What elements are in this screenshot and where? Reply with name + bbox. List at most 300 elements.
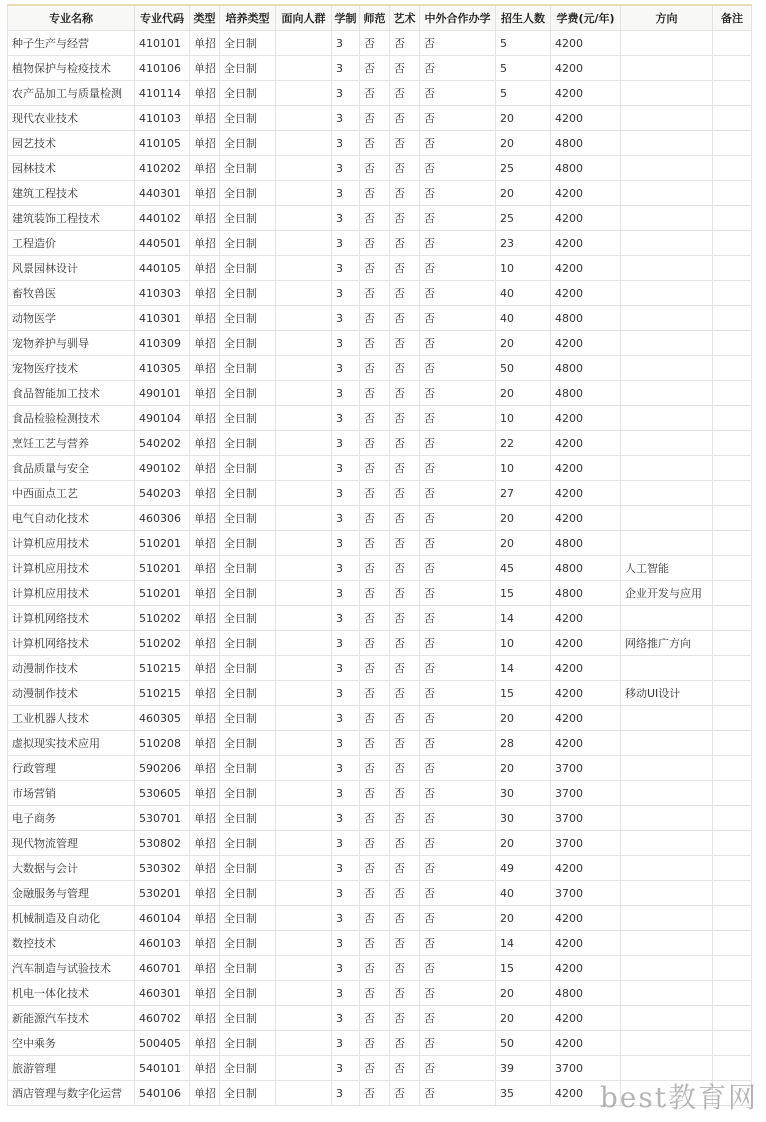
table-cell: 全日制 (220, 881, 276, 906)
table-cell: 否 (360, 456, 390, 481)
table-cell: 4200 (551, 1031, 621, 1056)
table-cell: 植物保护与检疫技术 (8, 56, 135, 81)
table-cell: 电气自动化技术 (8, 506, 135, 531)
table-cell: 否 (360, 1006, 390, 1031)
table-cell: 否 (420, 531, 496, 556)
table-cell: 否 (390, 181, 420, 206)
table-cell (276, 256, 332, 281)
table-cell: 虚拟现实技术应用 (8, 731, 135, 756)
table-cell: 4200 (551, 606, 621, 631)
table-cell: 3 (332, 681, 360, 706)
table-cell (276, 756, 332, 781)
table-cell: 否 (360, 981, 390, 1006)
table-cell (713, 756, 752, 781)
table-cell (713, 331, 752, 356)
table-cell: 530701 (135, 806, 190, 831)
table-cell (276, 556, 332, 581)
table-cell: 单招 (190, 656, 220, 681)
table-cell (621, 756, 713, 781)
table-cell: 3 (332, 381, 360, 406)
table-cell: 20 (496, 381, 551, 406)
table-cell: 3700 (551, 806, 621, 831)
table-row (8, 856, 752, 881)
table-cell (621, 231, 713, 256)
table-cell: 3 (332, 131, 360, 156)
table-cell: 全日制 (220, 431, 276, 456)
table-cell: 全日制 (220, 356, 276, 381)
table-cell: 3700 (551, 831, 621, 856)
table-row (8, 331, 752, 356)
table-cell: 全日制 (220, 81, 276, 106)
table-cell: 否 (390, 481, 420, 506)
table-cell (276, 731, 332, 756)
table-cell (713, 56, 752, 81)
table-cell: 3 (332, 1031, 360, 1056)
table-row (8, 531, 752, 556)
table-cell (621, 456, 713, 481)
table-cell: 410101 (135, 31, 190, 56)
table-cell: 28 (496, 731, 551, 756)
table-cell: 否 (360, 206, 390, 231)
table-cell (621, 256, 713, 281)
table-cell: 5 (496, 56, 551, 81)
table-cell: 否 (390, 531, 420, 556)
table-cell: 现代农业技术 (8, 106, 135, 131)
table-cell: 20 (496, 706, 551, 731)
table-cell: 否 (420, 506, 496, 531)
table-cell (621, 481, 713, 506)
table-cell: 510202 (135, 606, 190, 631)
table-cell: 全日制 (220, 531, 276, 556)
table-cell: 否 (390, 981, 420, 1006)
table-cell: 20 (496, 106, 551, 131)
table-cell: 单招 (190, 206, 220, 231)
table-row (8, 231, 752, 256)
table-row (8, 606, 752, 631)
table-cell (621, 1031, 713, 1056)
table-cell (276, 206, 332, 231)
table-cell: 3 (332, 606, 360, 631)
table-cell: 20 (496, 831, 551, 856)
table-cell: 单招 (190, 356, 220, 381)
table-cell: 否 (420, 981, 496, 1006)
table-cell (276, 331, 332, 356)
table-cell: 50 (496, 356, 551, 381)
column-header: 学费(元/年) (551, 5, 621, 31)
table-cell: 否 (420, 106, 496, 131)
table-cell (276, 481, 332, 506)
table-cell: 计算机应用技术 (8, 556, 135, 581)
table-cell: 23 (496, 231, 551, 256)
table-cell (621, 731, 713, 756)
column-header: 备注 (713, 5, 752, 31)
table-cell: 单招 (190, 331, 220, 356)
table-cell: 单招 (190, 406, 220, 431)
table-cell: 否 (420, 956, 496, 981)
table-cell: 空中乘务 (8, 1031, 135, 1056)
table-cell: 全日制 (220, 706, 276, 731)
table-cell (713, 81, 752, 106)
table-row (8, 556, 752, 581)
table-cell: 否 (420, 831, 496, 856)
table-cell: 酒店管理与数字化运营 (8, 1081, 135, 1106)
header-row (8, 5, 752, 31)
table-cell (713, 906, 752, 931)
table-cell: 大数据与会计 (8, 856, 135, 881)
table-cell: 否 (360, 181, 390, 206)
table-cell: 机电一体化技术 (8, 981, 135, 1006)
table-cell: 全日制 (220, 556, 276, 581)
table-cell: 3 (332, 906, 360, 931)
table-cell: 4200 (551, 281, 621, 306)
table-cell: 新能源汽车技术 (8, 1006, 135, 1031)
table-cell: 3 (332, 881, 360, 906)
table-cell: 410301 (135, 306, 190, 331)
table-cell (276, 281, 332, 306)
table-cell: 全日制 (220, 1031, 276, 1056)
table-cell (713, 606, 752, 631)
table-cell: 单招 (190, 881, 220, 906)
table-cell: 单招 (190, 956, 220, 981)
table-cell: 3 (332, 156, 360, 181)
table-cell: 39 (496, 1056, 551, 1081)
table-cell: 否 (390, 1056, 420, 1081)
table-cell: 单招 (190, 706, 220, 731)
table-cell: 全日制 (220, 481, 276, 506)
table-cell: 否 (420, 906, 496, 931)
table-cell (276, 856, 332, 881)
table-cell: 3 (332, 306, 360, 331)
table-cell: 否 (390, 606, 420, 631)
table-cell: 490102 (135, 456, 190, 481)
table-row (8, 506, 752, 531)
table-cell (713, 431, 752, 456)
table-row (8, 731, 752, 756)
table-cell (713, 581, 752, 606)
table-cell (713, 656, 752, 681)
table-cell: 动漫制作技术 (8, 681, 135, 706)
table-cell: 40 (496, 281, 551, 306)
table-cell: 否 (420, 856, 496, 881)
table-cell (276, 356, 332, 381)
table-cell: 410303 (135, 281, 190, 306)
table-cell: 4200 (551, 656, 621, 681)
table-row (8, 106, 752, 131)
enrollment-table-container (7, 4, 752, 1106)
table-cell: 单招 (190, 606, 220, 631)
table-cell: 市场营销 (8, 781, 135, 806)
table-cell: 否 (390, 756, 420, 781)
table-cell: 否 (360, 681, 390, 706)
table-cell: 否 (390, 731, 420, 756)
table-cell: 单招 (190, 31, 220, 56)
table-cell: 否 (390, 431, 420, 456)
table-cell: 否 (420, 706, 496, 731)
table-cell: 否 (360, 906, 390, 931)
table-cell: 否 (420, 606, 496, 631)
table-cell: 单招 (190, 1081, 220, 1106)
table-cell: 全日制 (220, 56, 276, 81)
table-cell: 单招 (190, 156, 220, 181)
table-cell: 否 (360, 956, 390, 981)
table-cell (276, 81, 332, 106)
table-cell: 单招 (190, 306, 220, 331)
table-cell: 单招 (190, 931, 220, 956)
table-cell: 20 (496, 756, 551, 781)
table-cell: 否 (420, 581, 496, 606)
table-row (8, 881, 752, 906)
table-cell: 530802 (135, 831, 190, 856)
table-cell: 否 (390, 331, 420, 356)
table-cell: 全日制 (220, 806, 276, 831)
table-cell: 440102 (135, 206, 190, 231)
table-cell (621, 181, 713, 206)
table-cell: 否 (390, 256, 420, 281)
table-cell (621, 931, 713, 956)
table-cell: 单招 (190, 756, 220, 781)
column-header: 专业代码 (135, 5, 190, 31)
table-cell (276, 1081, 332, 1106)
table-cell: 460701 (135, 956, 190, 981)
table-cell: 宠物医疗技术 (8, 356, 135, 381)
table-cell (276, 431, 332, 456)
table-cell (621, 956, 713, 981)
column-header: 培养类型 (220, 5, 276, 31)
table-cell: 4800 (551, 581, 621, 606)
column-header: 专业名称 (8, 5, 135, 31)
table-cell: 否 (420, 181, 496, 206)
table-cell: 否 (360, 581, 390, 606)
table-cell (276, 706, 332, 731)
table-cell: 15 (496, 581, 551, 606)
table-cell: 全日制 (220, 906, 276, 931)
table-row (8, 256, 752, 281)
table-cell: 否 (360, 1081, 390, 1106)
table-cell (713, 631, 752, 656)
table-cell: 单招 (190, 231, 220, 256)
table-cell (713, 956, 752, 981)
table-cell (621, 531, 713, 556)
table-cell (621, 406, 713, 431)
table-cell: 种子生产与经营 (8, 31, 135, 56)
table-row (8, 431, 752, 456)
table-cell: 4200 (551, 731, 621, 756)
table-cell: 否 (360, 531, 390, 556)
table-cell: 否 (390, 806, 420, 831)
column-header: 师范 (360, 5, 390, 31)
table-cell: 3 (332, 206, 360, 231)
table-cell: 20 (496, 131, 551, 156)
table-cell: 全日制 (220, 1006, 276, 1031)
table-cell: 全日制 (220, 181, 276, 206)
table-cell: 否 (390, 956, 420, 981)
table-cell: 否 (390, 781, 420, 806)
table-cell: 否 (420, 731, 496, 756)
table-cell: 否 (360, 431, 390, 456)
table-cell: 4200 (551, 456, 621, 481)
table-cell: 3 (332, 756, 360, 781)
table-cell: 3 (332, 806, 360, 831)
table-cell: 否 (420, 306, 496, 331)
table-cell: 3 (332, 106, 360, 131)
table-cell (276, 1031, 332, 1056)
table-cell: 否 (360, 706, 390, 731)
table-cell (713, 531, 752, 556)
table-cell (276, 681, 332, 706)
table-cell: 4200 (551, 31, 621, 56)
table-cell: 否 (420, 1031, 496, 1056)
table-cell (713, 806, 752, 831)
table-row (8, 956, 752, 981)
table-cell: 否 (360, 331, 390, 356)
table-cell: 否 (390, 356, 420, 381)
table-cell: 园林技术 (8, 156, 135, 181)
table-cell: 3 (332, 956, 360, 981)
table-cell: 否 (360, 256, 390, 281)
table-cell: 否 (420, 381, 496, 406)
table-cell: 单招 (190, 506, 220, 531)
table-cell (276, 781, 332, 806)
table-cell: 否 (420, 356, 496, 381)
table-cell: 3 (332, 581, 360, 606)
table-cell: 否 (360, 481, 390, 506)
table-cell: 园艺技术 (8, 131, 135, 156)
table-cell (713, 281, 752, 306)
table-cell: 530201 (135, 881, 190, 906)
table-cell: 否 (390, 56, 420, 81)
table-cell: 机械制造及自动化 (8, 906, 135, 931)
table-cell (713, 831, 752, 856)
table-cell: 540203 (135, 481, 190, 506)
table-cell: 3 (332, 181, 360, 206)
table-cell: 旅游管理 (8, 1056, 135, 1081)
table-cell: 4200 (551, 106, 621, 131)
table-cell: 食品智能加工技术 (8, 381, 135, 406)
table-header (8, 5, 752, 31)
table-cell: 金融服务与管理 (8, 881, 135, 906)
column-header: 学制 (332, 5, 360, 31)
table-cell (276, 656, 332, 681)
table-cell (276, 956, 332, 981)
table-cell: 490101 (135, 381, 190, 406)
table-cell: 否 (420, 1081, 496, 1106)
table-cell: 530302 (135, 856, 190, 881)
table-cell: 否 (420, 281, 496, 306)
table-cell: 3 (332, 56, 360, 81)
table-cell: 4200 (551, 956, 621, 981)
table-cell: 计算机应用技术 (8, 581, 135, 606)
table-cell: 3 (332, 1056, 360, 1081)
table-cell: 3 (332, 781, 360, 806)
table-cell (713, 456, 752, 481)
table-cell: 3 (332, 656, 360, 681)
table-cell (621, 431, 713, 456)
table-cell: 460103 (135, 931, 190, 956)
table-cell: 510201 (135, 531, 190, 556)
table-row (8, 281, 752, 306)
table-cell: 4200 (551, 206, 621, 231)
table-cell (621, 131, 713, 156)
table-row (8, 581, 752, 606)
table-cell: 单招 (190, 56, 220, 81)
table-cell: 全日制 (220, 656, 276, 681)
table-row (8, 206, 752, 231)
table-cell: 20 (496, 181, 551, 206)
table-cell: 全日制 (220, 831, 276, 856)
table-cell: 单招 (190, 1006, 220, 1031)
table-cell: 25 (496, 156, 551, 181)
table-cell: 否 (390, 631, 420, 656)
table-cell: 汽车制造与试验技术 (8, 956, 135, 981)
table-cell: 20 (496, 1006, 551, 1031)
table-cell: 4200 (551, 706, 621, 731)
table-cell: 否 (360, 406, 390, 431)
table-cell: 全日制 (220, 681, 276, 706)
table-cell: 否 (390, 156, 420, 181)
table-cell: 3 (332, 506, 360, 531)
table-cell: 4200 (551, 1006, 621, 1031)
table-cell: 460301 (135, 981, 190, 1006)
table-cell: 否 (420, 131, 496, 156)
table-row (8, 31, 752, 56)
table-cell: 3 (332, 356, 360, 381)
table-row (8, 56, 752, 81)
table-cell: 410202 (135, 156, 190, 181)
table-cell: 全日制 (220, 606, 276, 631)
table-cell: 单招 (190, 481, 220, 506)
table-cell: 全日制 (220, 106, 276, 131)
table-cell (276, 156, 332, 181)
column-header: 招生人数 (496, 5, 551, 31)
table-cell: 530605 (135, 781, 190, 806)
table-cell (621, 281, 713, 306)
table-cell: 510215 (135, 681, 190, 706)
table-cell (713, 206, 752, 231)
table-cell: 否 (390, 681, 420, 706)
table-cell (621, 781, 713, 806)
table-cell: 410106 (135, 56, 190, 81)
table-cell: 单招 (190, 581, 220, 606)
table-cell: 4200 (551, 431, 621, 456)
table-cell (713, 181, 752, 206)
table-cell (713, 506, 752, 531)
table-cell (713, 31, 752, 56)
table-cell: 动物医学 (8, 306, 135, 331)
table-cell: 否 (390, 1006, 420, 1031)
table-cell: 3 (332, 631, 360, 656)
table-cell: 4200 (551, 681, 621, 706)
table-cell: 否 (360, 1056, 390, 1081)
table-cell: 否 (360, 106, 390, 131)
table-cell: 3 (332, 831, 360, 856)
table-cell: 农产品加工与质量检测 (8, 81, 135, 106)
table-cell: 3 (332, 731, 360, 756)
table-cell: 网络推广方向 (621, 631, 713, 656)
table-row (8, 306, 752, 331)
table-cell: 宠物养护与驯导 (8, 331, 135, 356)
table-cell: 460702 (135, 1006, 190, 1031)
table-cell: 单招 (190, 181, 220, 206)
table-cell: 否 (420, 1056, 496, 1081)
table-cell: 540106 (135, 1081, 190, 1106)
site-watermark: best教育网 (599, 1081, 758, 1114)
table-cell: 3 (332, 1081, 360, 1106)
table-cell: 440105 (135, 256, 190, 281)
table-cell: 4800 (551, 531, 621, 556)
table-cell: 单招 (190, 281, 220, 306)
table-cell: 工业机器人技术 (8, 706, 135, 731)
table-cell (621, 156, 713, 181)
